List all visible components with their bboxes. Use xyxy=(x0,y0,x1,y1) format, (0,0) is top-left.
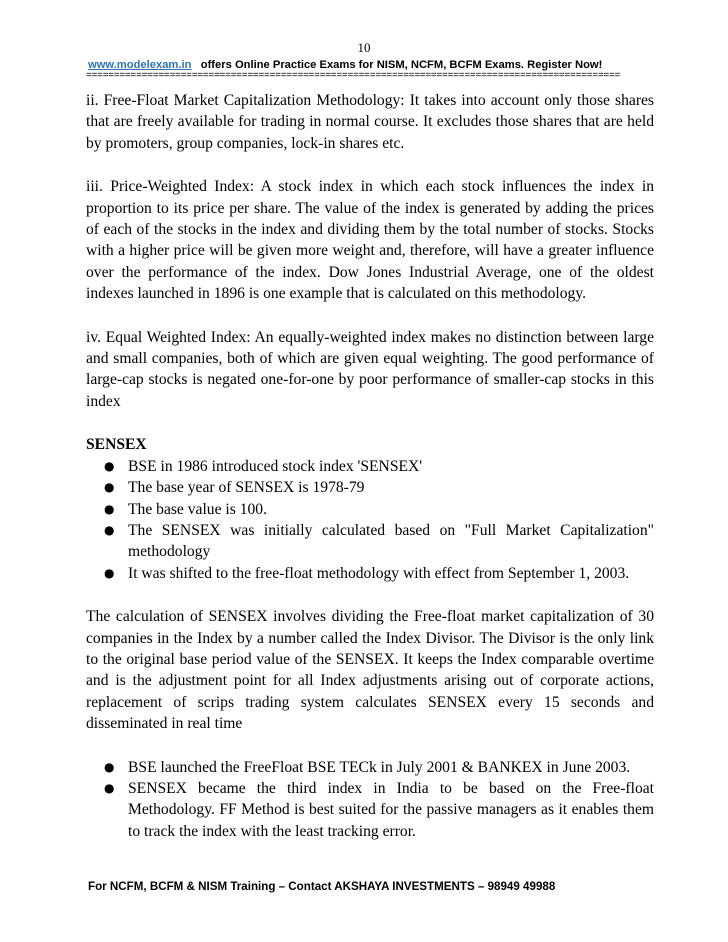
paragraph-equal-weighted: iv. Equal Weighted Index: An equally-weighted index makes no distinction between large and small companies, both of which are given equal weighting. The good performance of large-cap stocks is negated one-for-one by poor performance of smaller-cap stocks in this index xyxy=(86,328,654,410)
modelexam-link[interactable]: www.modelexam.in xyxy=(88,59,192,71)
list-item: ● SENSEX became the third index in India to be based on the Free-float Methodology. FF Method is best suited for the passive managers as it enables them to track the index with the least tracking error. xyxy=(104,779,654,840)
sensex-bullet-list xyxy=(86,456,654,584)
paragraph-sensex-calculation: The calculation of SENSEX involves dividing the Free-float market capitalization of 30 companies in the Index by a number called the Index Divisor. The Divisor is the only link to the original base period value of the SENSEX. It keeps the Index comparable overtime and is the adjustment point for all Index adjustments arising out of corporate actions, replacement of scrips trading system calculates SENSEX every 15 seconds and disseminated in real time xyxy=(86,608,654,733)
bullet-icon: ● xyxy=(104,780,115,795)
bullet-icon: ● xyxy=(104,458,115,473)
page-number: 10 xyxy=(357,40,371,55)
paragraph-price-weighted: iii. Price-Weighted Index: A stock index in which each stock influences the index in proportion to its price per share. The value of the index is generated by adding the prices of each of the stocks in the index and dividing them by the total number of stocks. Stocks with a higher price will be given more weight and, therefore, will have a greater influence over the performance of the index. Dow Jones Industrial Average, one of the oldest indexes launched in 1896 is one example that is calculated on this methodology. xyxy=(86,178,654,303)
paragraph-free-float: ii. Free-Float Market Capitalization Methodology: It takes into account only those shares that are freely available for trading in normal course. It excludes those shares that are held by promoters, group companies, lock-in shares etc. xyxy=(86,92,654,152)
list-item: ● The base value is 100. xyxy=(86,499,654,520)
list-item: ● BSE in 1986 introduced stock index 'SENSEX' xyxy=(86,456,654,477)
list-item: ● The SENSEX was initially calculated based on "Full Market Capitalization" methodology xyxy=(104,521,654,561)
list-item: ● BSE launched the FreeFloat BSE TECk in July 2001 & BANKEX in June 2003. xyxy=(86,757,654,778)
bullet-icon: ● xyxy=(104,565,115,580)
bullet-icon: ● xyxy=(104,480,115,495)
bullet-icon: ● xyxy=(104,522,115,537)
page-content xyxy=(86,90,654,864)
page-footer: For NCFM, BCFM & NISM Training – Contact AKSHAYA INVESTMENTS – 98949 49988 xyxy=(88,880,556,893)
list-item: ● It was shifted to the free-float methodology with effect from September 1, 2003. xyxy=(86,563,654,584)
bullet-icon: ● xyxy=(104,759,115,774)
header-rule: ================================================================================================ xyxy=(86,70,621,81)
list-item: ● The base year of SENSEX is 1978-79 xyxy=(86,477,654,498)
header-text: offers Online Practice Exams for NISM, NCFM, BCFM Exams. Register Now! xyxy=(200,59,603,71)
bullet-icon: ● xyxy=(104,501,115,516)
sensex-heading: SENSEX xyxy=(86,436,147,454)
sensex-bullet-list-2 xyxy=(86,757,654,843)
